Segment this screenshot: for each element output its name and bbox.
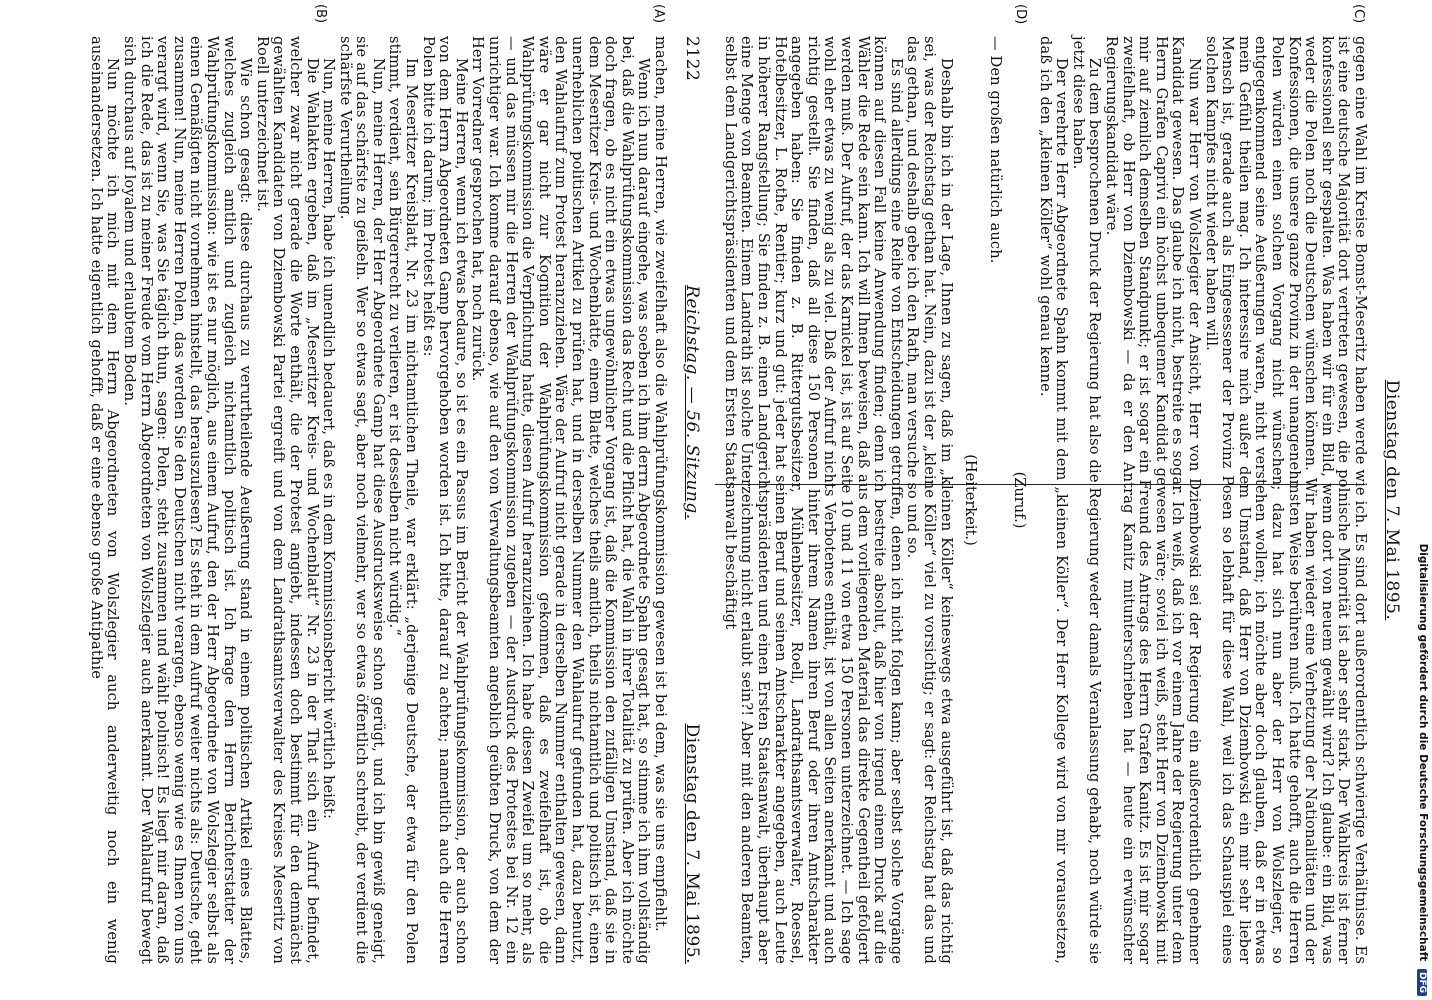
paragraph: Nun möchte ich mich mit dem Herrn Abgeordneten von Wolszlegier auch anderweitig noch ein wenig auseinandersetzen. Ich hatte eigentlich gehofft, daß er eine ebenso große Antipathie <box>87 36 122 964</box>
paragraph: Nun, meine Herren, habe ich unendlich bedauert, daß es in dem Kommissionsbericht wörtlich heißt: <box>320 58 338 820</box>
paragraph: Nun war Herr von Wolszlegier der Ansicht, Herr von Dziembowski sei der Regierung ein außerordentlich genehmer Kandidat gewesen. Das glaube ich nicht, bestreite es sogar. Ich weiß, daß ich vor einem Jahre der Regierung unter dem Herrn Grafen Caprivi ein höchst unbequemer Kandidat gewesen wäre; soviel ich weiß, steht Herr von Dziembowski mit mir auf ziemlich demselben Standpunkt; er ist sogar ein Freund des Antrags des Herrn Grafen Kanitz. Es ist mir sogar zweifelhaft, ob Herr von Dziembowski — da er den Antrag Kanitz mitunterschrieben hat — heute ein erwünschter Regierungskandidat wäre. <box>1103 36 1204 964</box>
left-page-body <box>87 0 672 1000</box>
paragraph: Deshalb bin ich in der Lage, Ihnen zu sagen, daß im „kleinen Köller“ keineswegs etwa ausgeführt ist, daß das richtig sei, was der Reichstag gethan hat. Nein, dazu ist der „kleine Köller“ viel zu vorsichtig; er sagt: der Reichstag hat das und das gethan, und deshalb gebe ich den Rath, man versuche so und so. <box>904 36 955 964</box>
right-page-body <box>721 0 1372 1000</box>
quoted-report: Die Wahlakten ergeben, daß im „Meseritzer Kreis- und Wochenblatt“ Nr. 23 in der That sich ein Aufruf befindet, welcher zwar nicht gerade die Worte enthält, die der Protest angiebt, indessen doch bestimmt für den demnächst gewählten Kandidaten von Dziembowski Partei ergreift und von dem Landrathsamtsverwalter des Kreises Meseritz von Roell unterzeichnet ist. <box>253 36 321 964</box>
paragraph: gegen eine Wahl im Kreise Bomst-Meseritz haben werde wie ich. Es sind dort außerordentlich schwierige Verhältnisse. Es ist eine deutsche Majorität dort vertreten gewesen, die polnische Minorität ist aber sehr stark. Der Wahlkreis ist ferner konfessionell sehr gespalten. Was haben wir für ein Bild, wenn dort von neuem gewählt wird? Ich glaube: ein Bild, was weder die Polen noch die Deutschen wünschen können. Wir haben wieder eine Verhetzung der Nationalitäten und der Konfessionen, die unsere ganze Provinz in der unangenehmsten Weise berühren muß. Ich hatte gehofft, auch die Herren Polen würden einen solchen Vorgang nicht wünschen; dazu hat sich nun aber der Herr von Wolszlegier, so entgegenkommend seine Aeußerungen waren, nicht verstehen wollen; ich möchte aber doch glauben, daß er in etwas mein Gefühl theilen mag. Ich interessire mich außer dem Umstand, daß Herr von Dziembowski ein mir sehr lieber Mensch ist, gerade auch als Eingesessener der Provinz Posen so lebhaft für diese Wahl, weil ich das Schauspiel eines solchen Kampfes nicht wieder haben will. <box>1202 36 1369 964</box>
interjection-zuruf: (Zuruf.) <box>1011 471 1029 529</box>
paragraph: Wenn ich nun darauf eingehe, was soeben ich ihm derrn Abgeordnete Spahn gesagt hat, so stimme ich ihm vollständig bei, daß die Wahlprüfungskommission das Recht und die Pflicht hat, die Wahl in ihrer Totalität zu prüfen. Aber ich möchte doch fragen, ob es nicht ein etwas ungewöhnlicher Vorgang ist, daß die Kommission den zufälligen Umstand, daß sie in dem Meseritzer Kreis- und Wochenblatte, einem Blatte, welches theils amtlich, theils nichtamtlich und politisch ist, einen unerheblichen politischen Artikel zu prüfen hat, und in derselben Nummer den Wahlaufruf gefunden hat, dazu benutzt, den Wahlaufruf zum Protest heranzuziehen. Wäre der Aufruf nicht gerade in derselben Nummer enthalten gewesen, dann wäre er gar nicht zur Kognition der Wahlprüfungskommission gekommen, daß es zweifelhaft ist, ob die Wahlprüfungskommission die Verpflichtung hatte, diesen Aufruf heranzuziehen. Ich habe diesen Zweifel um so mehr, als — und das müssen mir die Herren der Wahlprüfungskommission zugeben — der Ausdruck des Protestes bei Nr. 12 ein unrichtiger war. Ich komme darauf ebenso, wie auf den von Verwaltungsbeamten angeblich geübten Druck, von dem der Herr Vorredner gesprochen hat, noch zurück. <box>469 36 653 964</box>
right-page-header <box>1372 0 1412 1000</box>
paragraph: Wie schon gesagt: diese durchaus zu verurtheilende Aeußerung stand in einem politischen Artikel eines Blattes, welches zugleich amtlich und zugleich nichtamtlich politisch ist. Ich frage den Herrn Berichterstatter der Wahlprüfungskommission: wie ist es nur möglich, aus einem Aufruf, den der Herr Abgeordnete von Wolszlegier selbst als einen Gemäßigten nicht vornehmen hinstellt, das herauszulesen? Es steht in dem Aufruf weiter nichts als: Deutsche, geht zusammen! Nun, meine Herren Polen, das werden Sie den Deutschen nicht verargen, ebenso wenig wie es Ihnen von uns verargt wird, wenn Sie, was Sie täglich thun, sagen: Polen, steht zusammen und wählt polnisch! Es liegt mir daran, daß ich die Rede, das ist zu meiner Freude vom Herrn Abgeordneten von Wolszlegier auch anerkannt. Der Wahlaufruf bewegt sich durchaus auf loyalem und erlaubtem Boden. <box>121 36 255 964</box>
paragraph: Zu dem besprochenen Druck der Regierung hat also die Regierung weder damals Veranlassung gehabt, noch würde sie jetzt diese haben. <box>1069 36 1104 964</box>
margin-marker-c: (C) <box>1351 4 1366 24</box>
paragraph: machen, meine Herren, wie zweifelhaft also die Wahlprüfungskommission gewesen ist bei dem, was sie uns empfiehlt. <box>652 36 669 932</box>
quoted-protest: Im Meseritzer Kreisblatt, Nr. 23 im nichtamtlichen Theile, war erklärt: „derjenige Deutsche, der etwa für den Polen stimmt, verdient, sein Bürgerrecht zu verlieren, er ist desselben nicht würdig.“ <box>386 36 421 964</box>
digitization-credit <box>1416 6 1432 996</box>
left-page-header <box>672 0 712 1000</box>
right-date: Dienstag den 7. Mai 1895. <box>1382 379 1402 621</box>
paragraph: Der verehrte Herr Abgeordnete Spahn kommt mit dem „kleinen Köller“. Der Herr Kollege wird von mir voraussetzen, daß ich den „kleinen Köller“ wohl genau kenne. <box>1036 36 1071 964</box>
paragraph: Meine Herren, wenn ich etwas bedaure, so ist es ein Passus im Bericht der Wahlprüfungskommission, der auch schon von dem Herrn Abgeordneten Gamp hervorgehoben worden ist. Ich bitte, darauf zu achten; namentlich auch die Herren Polen bitte ich darum; im Protest heißt es: <box>419 36 470 964</box>
left-page <box>0 0 712 1000</box>
margin-marker-a: (A) <box>651 4 666 24</box>
margin-marker-d: (D) <box>1013 4 1028 25</box>
margin-marker-b: (B) <box>313 4 328 24</box>
paragraph: Nun, meine Herren, der Herr Abgeordnete Gamp hat diese Ausdrucksweise schon gerügt, und ich bin gewiß geneigt, sie auf das schärfste zu geißeln. Wer so etwas sagt, aber noch vielmehr, wer so etwas öffentlich schreibt, der verdient die schärfste Verurtheilung. <box>336 36 387 964</box>
interjection-heiterkeit: (Heiterkeit.) <box>961 454 979 546</box>
credit-text: Digitalisierung gefördert durch die Deutsche Forschungsgemeinschaft <box>1417 543 1429 962</box>
session-title: Reichstag. — 56. Sitzung. <box>682 285 702 520</box>
right-page <box>722 0 1412 1000</box>
dfg-logo: DFG <box>1417 969 1427 996</box>
page-number: 2122 <box>682 36 702 82</box>
left-date: Dienstag den 7. Mai 1895. <box>682 723 702 964</box>
paragraph: — Den großen natürlich auch. <box>987 36 1005 264</box>
paragraph: Es sind allerdings eine Reihe von Entscheidungen getroffen, denen ich nicht folgen kann; aber selbst solche Vorgänge können auf diesen Fall keine Anwendung finden; denn ich bestreite absolut, daß hier von irgend einem Druck auf die Wähler die Rede sein kann. Ich will Ihnen beweisen, daß aus dem vorliegenden Material das direkte Gegentheil gefolgert werden muß. Der Aufruf, der das Karnickel ist, ist auf Seite 10 und 11 von etwa 150 Personen unterzeichnet. — Ich sage wohl eher etwas zu wenig als zu viel. Daß der Aufruf nichts Verbotenes enthält, ist von allen Seiten anerkannt und auch richtig gestellt. Sie finden, daß all diese 150 Personen hinter ihrem Namen ihren Beruf oder ihren Amtscharakter angegeben haben: Sie finden z. B. Rittergutsbesitzer, Mühlenbesitzer, Roell, Landrathsamtsverwalter, Roessel, Hotelbesitzer, L. Rothe, Rentier; kurz und gut: jeder hat seinen Beruf und seinen Amtscharakter angegeben, auch Leute in höherer Rangstellung; Sie finden z. B. einen Landgerichtspräsidenten und einen Ersten Staatsanwalt, überhaupt aber eine Menge von Beamten. Einem Landrath ist solche Unterzeichnung nicht erlaubt sein?! Aber mit den anderen Beamten, selbst dem Landgerichtspräsidenten und dem Ersten Staatsanwalt beschäftigt <box>721 36 905 964</box>
